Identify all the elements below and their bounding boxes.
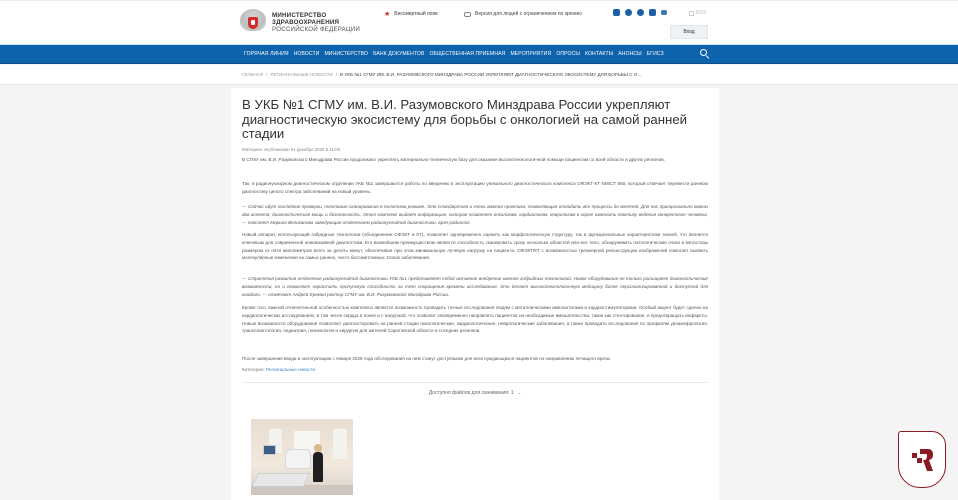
publication-date: Материал опубликован 01 декабря 2025 в 11:00. [242, 147, 342, 152]
chevron-down-icon: ⌄ [516, 390, 522, 396]
article-quote: — Стратегия развития отделения радионуклидной диагностики УКБ №1 представляет собой активное внедрение именно гибридных технологий. Новое оборудование не только расширяет диагностические возможности, но и позволяет нарастить пропускную способность за счет сокращения времени исследования. Это делает высокотехнологичную медицину более персонализированной и доступной для каждого, — отмечает Андрей Еремин ректор СГМУ им. В.И. Разумовского Минздрава России. [242, 276, 708, 297]
downloads-label: Доступно файлов для скачивания: 1 [428, 390, 514, 396]
logo-text [272, 12, 360, 33]
glasses-icon [464, 12, 471, 17]
downloads-toggle[interactable] [231, 390, 719, 396]
logo-line-2: ЗДРАВООХРАНЕНИЯ [272, 18, 340, 26]
immortal-regiment-link[interactable] [384, 11, 438, 17]
breadcrumb-bar [0, 65, 958, 85]
rss-label: RSS [696, 10, 707, 16]
article-title: В УКБ №1 СГМУ им. В.И. Разумовского Минздрава России укрепляют диагностическую экосистему для борьбы с онкологией на самой ранней стадии [242, 97, 688, 142]
ministry-logo[interactable] [240, 7, 360, 37]
max-icon[interactable] [661, 10, 667, 15]
nav-item-hotline[interactable]: ГОРЯЧАЯ ЛИНИЯ [244, 51, 289, 57]
nav-item-polls[interactable]: ОПРОСЫ [556, 51, 580, 57]
top-header [0, 0, 958, 44]
article-category [242, 367, 315, 372]
nav-item-events[interactable]: МЕРОПРИЯТИЯ [510, 51, 552, 57]
floating-brand-badge[interactable] [898, 431, 946, 488]
coat-of-arms-icon [240, 7, 266, 37]
logo-line-1: МИНИСТЕРСТВО [272, 11, 327, 19]
nav-item-announcements[interactable]: АНОНСЫ [618, 51, 642, 57]
nav-item-ministry[interactable]: МИНИСТЕРСТВО [324, 51, 369, 57]
article-paragraph: В СГМУ им. В.И. Разумовского Минздрава России продолжают укреплять материально-техническую базу для оказания высокотехнологичной помощи пациентам со всей области и других регионов. [242, 157, 665, 162]
breadcrumb-current: В УКБ №1 СГМУ ИМ. В.И. РАЗУМОВСКОГО МИНЗДРАВА РОССИИ УКРЕПЛЯЮТ ДИАГНОСТИЧЕСКУЮ ЭКОСИСТЕМУ ДЛЯ БОРЬБЫ С О... [340, 72, 642, 77]
brand-r-icon [911, 447, 935, 473]
article-paragraph: Так, в радионуклидном диагностическом отделении УКБ №1 завершаются работы по введению в эксплуатацию уникального диагностического комплекса ОФЭКТ-КТ NM/CT 860, который отвечает перевести раннюю диагностику целого спектра заболеваний на новый уровень. [242, 181, 708, 194]
divider [242, 382, 708, 383]
breadcrumb [242, 72, 641, 77]
logo-line-3: РОССИЙСКОЙ ФЕДЕРАЦИИ [272, 25, 361, 33]
accessibility-version-link[interactable] [464, 11, 582, 17]
social-links [613, 9, 667, 16]
telegram-icon[interactable] [649, 9, 656, 16]
article-paragraph: После завершения ввода в эксплуатацию с января 2026 года обследования на нем станут доступными для всех нуждающихся пациентов по направлению лечащего врача. [242, 356, 611, 361]
article-card [231, 88, 719, 500]
star-icon: ★ [384, 10, 391, 18]
ok-icon[interactable] [625, 9, 632, 16]
rss-icon [689, 11, 694, 16]
article-paragraph: Кроме того, важной отличительной особенностью комплекса является возможность проводить точные исследования людям с металлическими имплантатами и кардиостимуляторами. Особый акцент будет сделан на кардиологических исследованиях, в том числе сердца в покое и с нагрузкой, что позволит своевременно направлять пациентов на необходимые вмешательства, такие как стентирование, и предотвращать инфаркты. Новые возможности оборудования позволяют диагностировать на ранней стадии онкологические, кардиологические, неврологические заболевания, а также проводить исследования по профилям урожнефрология, трансплантология, педиатрия, гинекология и хирургия для жителей Саратовской области и соседних регионов. [242, 305, 708, 334]
breadcrumb-regional-news[interactable]: РЕГИОНАЛЬНЫЕ НОВОСТИ [270, 72, 333, 77]
breadcrumb-home[interactable]: ГЛАВНАЯ [242, 72, 264, 77]
category-label: Категория: [242, 367, 265, 372]
category-link[interactable]: Региональные новости [266, 367, 316, 372]
search-icon[interactable] [700, 49, 710, 59]
immortal-regiment-label: Бессмертный полк [394, 11, 438, 17]
breadcrumb-separator: / [266, 72, 268, 77]
nav-item-contacts[interactable]: КОНТАКТЫ [584, 51, 614, 57]
nav-item-public-reception[interactable]: ОБЩЕСТВЕННАЯ ПРИЕМНАЯ [429, 51, 506, 57]
nav-item-egisz[interactable]: ЕГИСЗ [646, 51, 664, 57]
nav-item-news[interactable]: НОВОСТИ [293, 51, 320, 57]
main-nav [0, 44, 958, 64]
dzen-icon[interactable] [637, 9, 644, 16]
nav-items [244, 45, 664, 63]
article-paragraph: Новый аппарат, использующий гибридные технологии (объединение ОФЭКТ и КТ), позволяет одновременно оценить как морфологическую структуру, так и функциональные характеристики тканей, что является ключевым для современной неинвазивной диагностики. Его важнейшим преимуществом является способность сканировать сразу несколько областей или все тело, обнаруживать патологические очаги и метастазы размером от пяти миллиметров всего за десять минут, обеспечивая при этом минимальную лучевую нагрузку на пациента. ОФЭКТ/КТ с возможностью трехмерной реконструкции изображений помогает выявить молекулярные изменения на самых ранних, часто бессимптомных этапах заболевания. [242, 232, 708, 261]
rss-link[interactable] [689, 10, 706, 16]
nav-item-documents[interactable]: БАНК ДОКУМЕНТОВ [373, 51, 425, 57]
accessibility-label: Версия для людей с ограничением по зрению [475, 11, 582, 17]
breadcrumb-separator: / [335, 72, 338, 77]
article-quote: — Сейчас идут последние проверки, тестовые сканирования в пилотном режиме. Это стандартная и очень важная практика, позволяющая отладить все процессы до мелочей. Для нас принципиально важны два аспекта: диагностическая мощь и безопасность. Этот комплекс выдает информацию, которая позволяет онкологам, кардиологам, неврологам в корне изменить тактику ведения конкретного человека, — поясняет Марина Великанова заведующая отделением радионуклидной диагностики, врач-радиолог. [242, 204, 708, 225]
login-button[interactable]: Вход [670, 25, 708, 39]
vk-icon[interactable] [613, 9, 620, 16]
article-photo[interactable] [251, 419, 353, 495]
